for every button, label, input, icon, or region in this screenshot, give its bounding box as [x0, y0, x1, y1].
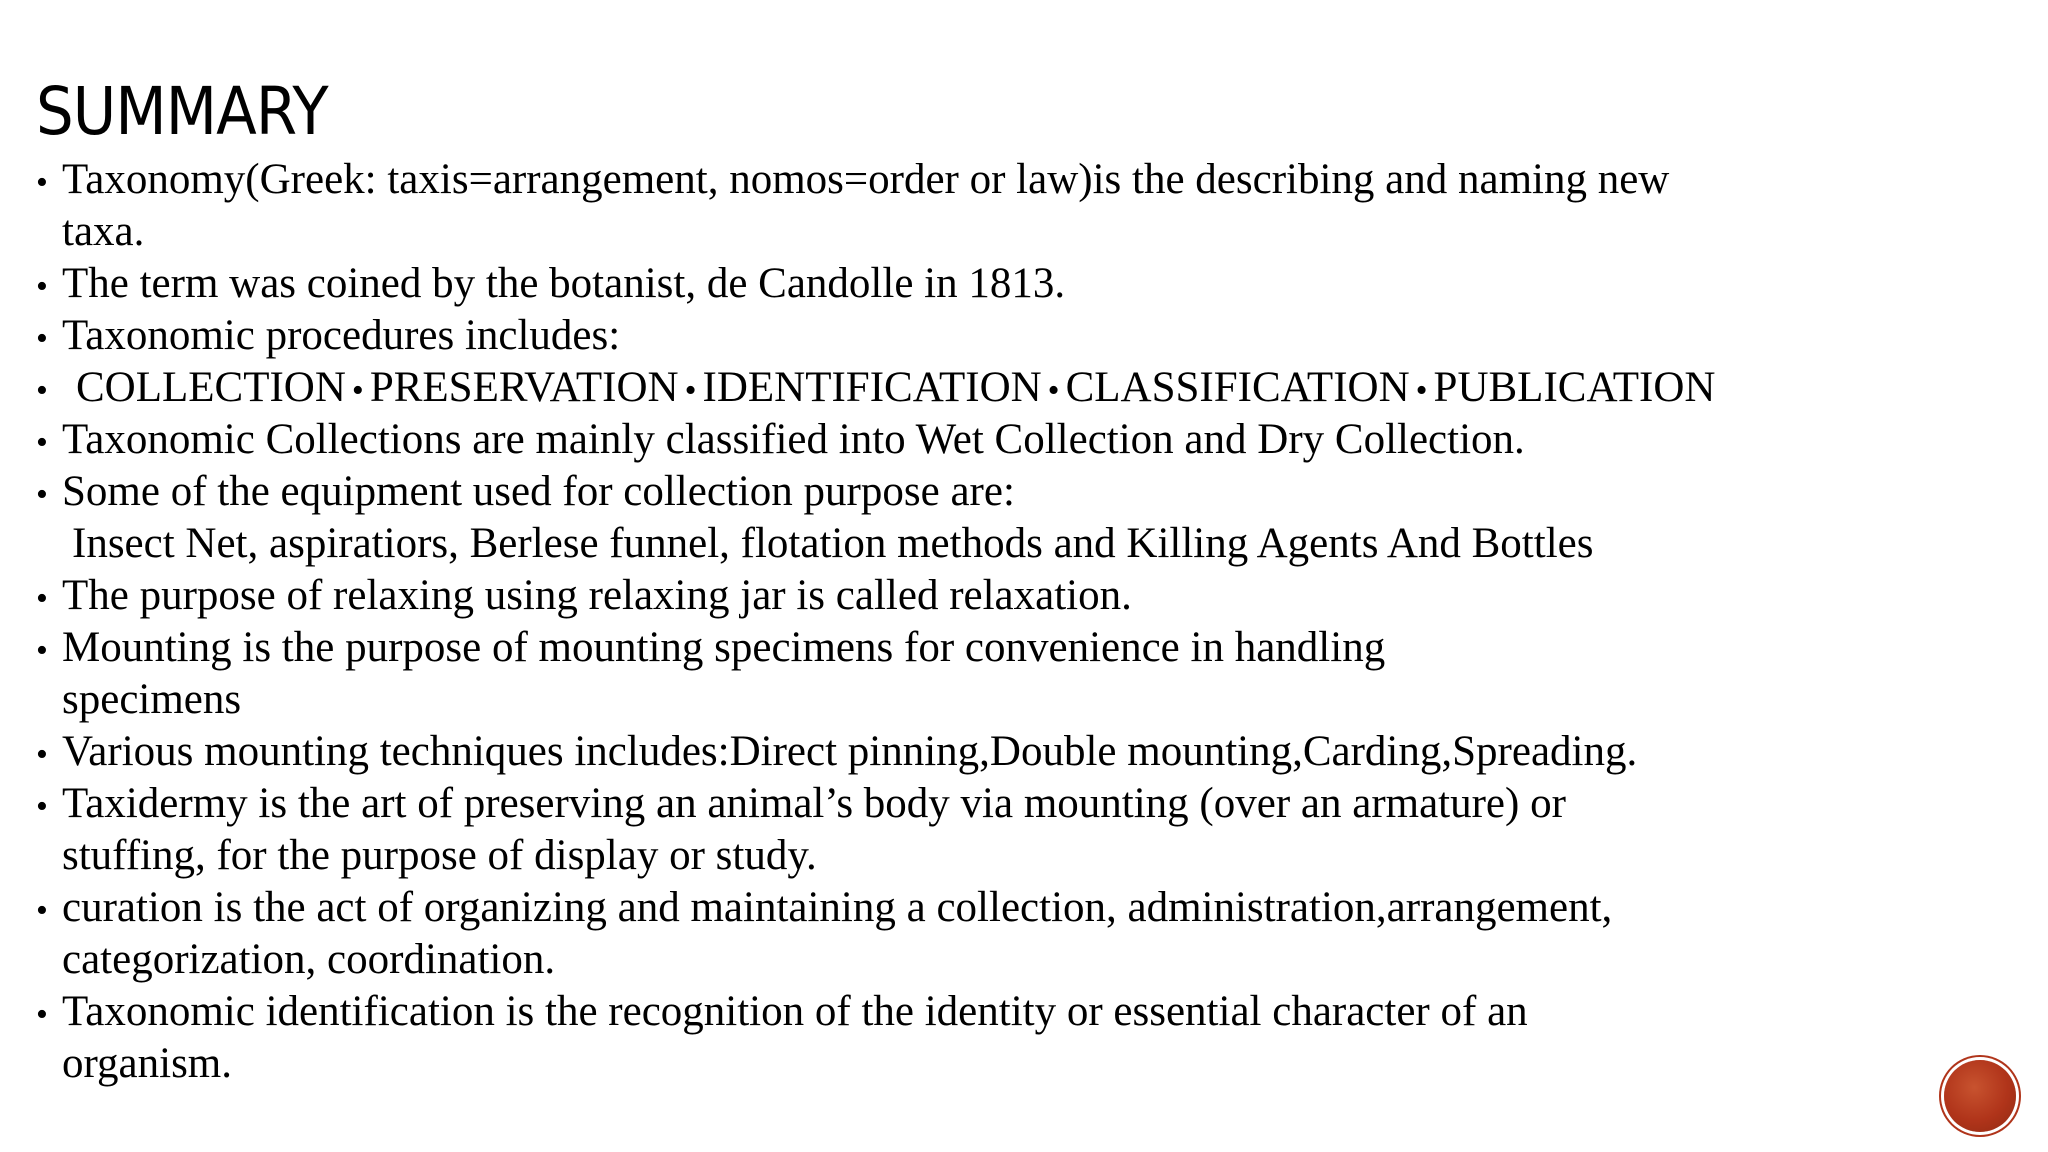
separator-dot-icon: • — [1415, 372, 1428, 409]
summary-bullet-list — [36, 154, 1996, 1090]
bullet-icon: • — [36, 736, 48, 773]
bullet-text: Taxonomy(Greek: taxis=arrangement, nomos=order or law)is the describing and naming new — [62, 156, 1670, 203]
procedure-classification: CLASSIFICATION — [1065, 364, 1410, 411]
bullet-relaxation — [36, 570, 1996, 622]
bullet-icon: • — [36, 996, 48, 1033]
procedure-publication: PUBLICATION — [1433, 364, 1716, 411]
bullet-icon: • — [36, 268, 48, 305]
bullet-continuation: specimens — [62, 676, 242, 723]
procedure-preservation: PRESERVATION — [369, 364, 679, 411]
bullet-text: Various mounting techniques includes:Direct pinning,Double mounting,Carding,Spreading. — [62, 728, 1638, 775]
bullet-icon: • — [36, 164, 48, 201]
bullet-taxonomy-definition — [36, 154, 1996, 206]
bullet-icon: • — [36, 632, 48, 669]
bullet-taxidermy — [36, 778, 1996, 830]
slide-title: SUMMARY — [36, 73, 328, 150]
bullet-identification — [36, 986, 1996, 1038]
next-slide-button[interactable] — [1944, 1060, 2016, 1132]
bullet-text: Some of the equipment used for collection purpose are: — [62, 468, 1015, 515]
bullet-continuation: stuffing, for the purpose of display or study. — [62, 832, 817, 879]
bullet-continuation: taxa. — [62, 208, 145, 255]
bullet-continuation: categorization, coordination. — [62, 936, 556, 983]
separator-dot-icon: • — [1047, 372, 1060, 409]
bullet-curation — [36, 882, 1996, 934]
bullet-equipment — [36, 466, 1996, 518]
bullet-mounting — [36, 622, 1996, 674]
separator-dot-icon: • — [684, 372, 697, 409]
bullet-icon: • — [36, 476, 48, 513]
bullet-icon: • — [36, 788, 48, 825]
bullet-text: The purpose of relaxing using relaxing jar is called relaxation. — [62, 572, 1132, 619]
bullet-icon: • — [36, 424, 48, 461]
bullet-icon: • — [36, 892, 48, 929]
bullet-text: Taxidermy is the art of preserving an animal’s body via mounting (over an armature) or — [62, 780, 1566, 827]
bullet-text: curation is the act of organizing and maintaining a collection, administration,arrangement, — [62, 884, 1613, 931]
bullet-text: Taxonomic procedures includes: — [62, 312, 621, 359]
bullet-icon: • — [36, 372, 48, 409]
bullet-icon: • — [36, 580, 48, 617]
bullet-icon: • — [36, 320, 48, 357]
bullet-mounting-techniques — [36, 726, 1996, 778]
bullet-text: Taxonomic Collections are mainly classified into Wet Collection and Dry Collection. — [62, 416, 1525, 463]
bullet-text: The term was coined by the botanist, de Candolle in 1813. — [62, 260, 1066, 307]
separator-dot-icon: • — [351, 372, 364, 409]
equipment-list: Insect Net, aspiratiors, Berlese funnel, flotation methods and Killing Agents And Bottles — [72, 520, 1594, 567]
bullet-text: Mounting is the purpose of mounting specimens for convenience in handling — [62, 624, 1386, 671]
bullet-collections — [36, 414, 1996, 466]
bullet-procedures — [36, 310, 1996, 362]
bullet-text: Taxonomic identification is the recognition of the identity or essential character of an — [62, 988, 1528, 1035]
procedure-collection: COLLECTION — [76, 364, 346, 411]
bullet-term-coined — [36, 258, 1996, 310]
procedures-list — [36, 362, 1996, 414]
bullet-continuation: organism. — [62, 1040, 233, 1087]
procedure-identification: IDENTIFICATION — [702, 364, 1042, 411]
